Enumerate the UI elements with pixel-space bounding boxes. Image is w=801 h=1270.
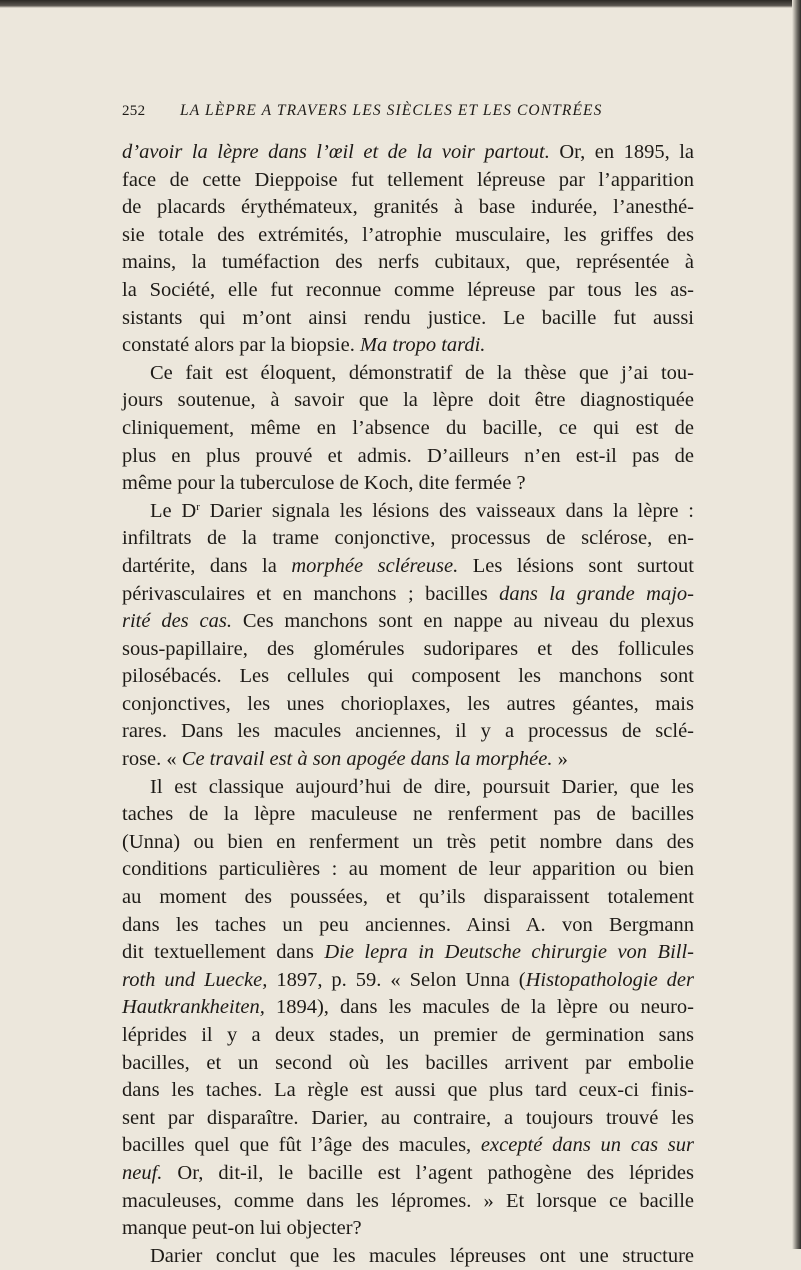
text-segment: conjonctives, les unes chorioplaxes, les autres géantes, mais [122, 692, 694, 715]
text-segment: rose. « [122, 748, 182, 771]
text-line [122, 1105, 694, 1133]
text-line [122, 222, 694, 250]
running-title: LA LÈPRE A TRAVERS LES SIÈCLES ET LES CONTRÉES [180, 102, 603, 119]
text-line [122, 1132, 694, 1160]
italic-text: d’avoir la lèpre dans l’œil et de la voir partout. [122, 141, 550, 163]
text-segment: léprides il y a deux stades, un premier de germination sans [122, 1024, 694, 1046]
text-segment: la Société, elle fut reconnue comme lépreuse par tous les as- [122, 278, 694, 301]
text-segment: constaté alors par la biopsie. [122, 334, 360, 357]
text-line [122, 746, 694, 774]
text-segment: Darier conclut que les macules lépreuses ont une structure [150, 1244, 694, 1267]
text-segment: périvasculaires et en manchons ; bacilles [122, 582, 500, 605]
text-line [122, 1215, 694, 1243]
text-segment: rares. Dans les macules anciennes, il y a processus de sclé- [122, 720, 694, 743]
text-line [122, 553, 694, 581]
italic-text: morphée scléreuse. [291, 554, 459, 577]
text-segment: au moment des poussées, et qu’ils disparaissent totalement [122, 886, 694, 909]
text-line [122, 167, 694, 195]
italic-text: roth und Luecke, [122, 968, 268, 991]
text-segment: même pour la tuberculose de Koch, dite fermée ? [122, 472, 526, 495]
text-line [122, 415, 694, 443]
text-segment: pilosébacés. Les cellules qui composent les manchons sont [122, 665, 694, 688]
text-segment: Or, en 1895, la [549, 141, 694, 163]
text-line [122, 360, 694, 388]
text-line [122, 332, 694, 360]
text-segment: jours soutenue, à savoir que la lèpre doit être diagnostiquée [122, 389, 694, 412]
text-line [122, 581, 694, 609]
superscript: r [196, 500, 200, 513]
italic-text: dans la grande majo- [499, 582, 695, 605]
text-line [122, 277, 694, 305]
text-segment: conditions particulières : au moment de leur apparition ou bien [122, 858, 694, 881]
text-segment: bacilles quel que fût l’âge des macules, [122, 1134, 481, 1157]
text-segment: face de cette Dieppoise fut tellement lépreuse par l’apparition [122, 168, 694, 191]
text-line [122, 443, 694, 471]
text-segment: 1894), dans les macules de la lèpre ou neuro- [264, 996, 694, 1019]
text-line [122, 636, 694, 664]
text-line [122, 249, 694, 277]
text-line [122, 608, 694, 636]
body-text [122, 139, 694, 1270]
text-line [122, 939, 694, 967]
text-line [122, 1022, 694, 1050]
text-segment: sous-papillaire, des glomérules sudoripares et des follicules [122, 637, 694, 660]
text-segment: Il est classique aujourd’hui de dire, poursuit Darier, que les [150, 775, 694, 798]
text-line [122, 884, 694, 912]
text-segment: Darier signala les lésions des vaisseaux dans la lèpre : [199, 499, 694, 522]
text-segment: (Unna) ou bien en renferment un très petit nombre dans des [122, 830, 694, 853]
text-line [122, 305, 694, 333]
text-segment: bacilles, et un second où les bacilles arrivent par embolie [122, 1051, 694, 1074]
text-segment: plus en plus prouvé et admis. D’ailleurs n’en est-il pas de [122, 444, 694, 467]
italic-text: Ma tropo tardi. [359, 334, 486, 357]
text-segment: dartérite, dans la [122, 554, 292, 577]
text-segment: dans les taches un peu anciennes. Ainsi A. von Bergmann [122, 913, 694, 936]
text-segment: » [552, 748, 568, 771]
page-right-edge [792, 0, 801, 1249]
italic-text: Hautkrankheiten, [122, 996, 265, 1019]
page-number: 252 [122, 103, 146, 119]
text-line [122, 387, 694, 415]
text-line [122, 994, 694, 1022]
text-segment: Ce fait est éloquent, démonstratif de la thèse que j’ai tou- [150, 361, 694, 384]
text-line [122, 498, 694, 526]
running-head [122, 99, 682, 125]
text-segment: dit textuellement dans [122, 941, 325, 964]
italic-text: neuf. [122, 1161, 163, 1184]
italic-text: Ce travail est à son apogée dans la morphée. [181, 748, 553, 771]
text-segment: mains, la tuméfaction des nerfs cubitaux, que, représentée à [122, 251, 694, 274]
text-line [122, 663, 694, 691]
text-line [122, 470, 694, 498]
italic-text: rité des cas. [122, 610, 232, 633]
text-segment: maculeuses, comme dans les lépromes. » Et lorsque ce bacille [122, 1189, 694, 1212]
text-line [122, 1243, 694, 1270]
text-segment: dans les taches. La règle est aussi que plus tard ceux-ci finis- [122, 1079, 694, 1102]
text-line [122, 718, 694, 746]
text-line [122, 829, 694, 857]
text-line [122, 1077, 694, 1105]
text-segment: taches de la lèpre maculeuse ne renferment pas de bacilles [122, 803, 694, 826]
italic-text: excepté dans un cas sur [480, 1134, 694, 1157]
text-segment: Le D [150, 499, 197, 522]
text-segment: cliniquement, même en l’absence du bacille, ce qui est de [122, 416, 694, 439]
text-line [122, 912, 694, 940]
text-segment: sent par disparaître. Darier, au contraire, a toujours trouvé les [122, 1106, 694, 1129]
text-line [122, 1050, 694, 1078]
text-segment: Or, dit-il, le bacille est l’agent pathogène des léprides [162, 1161, 694, 1184]
text-line [122, 194, 694, 222]
text-segment: infiltrats de la trame conjonctive, processus de sclérose, en- [122, 527, 694, 550]
text-line [122, 1160, 694, 1188]
page-top-edge [0, 0, 801, 8]
text-segment: sistants qui m’ont ainsi rendu justice. Le bacille fut aussi [122, 306, 694, 329]
text-line [122, 691, 694, 719]
text-line [122, 856, 694, 884]
text-line [122, 774, 694, 802]
text-segment: manque peut-on lui objecter? [122, 1217, 362, 1240]
text-segment: Ces manchons sont en nappe au niveau du plexus [231, 610, 695, 633]
italic-text: Histopathologie der [525, 968, 695, 991]
text-segment: Les lésions sont surtout [458, 554, 694, 577]
text-line [122, 139, 694, 167]
text-line [122, 1188, 694, 1216]
text-segment: 1897, p. 59. « Selon Unna ( [267, 968, 526, 991]
text-segment: de placards érythémateux, granités à base indurée, l’anesthé- [122, 196, 694, 219]
text-segment: sie totale des extrémités, l’atrophie musculaire, les griffes des [122, 223, 694, 246]
italic-text: Die lepra in Deutsche chirurgie von Bill- [324, 941, 694, 964]
text-line [122, 525, 694, 553]
text-line [122, 967, 694, 995]
text-line [122, 801, 694, 829]
